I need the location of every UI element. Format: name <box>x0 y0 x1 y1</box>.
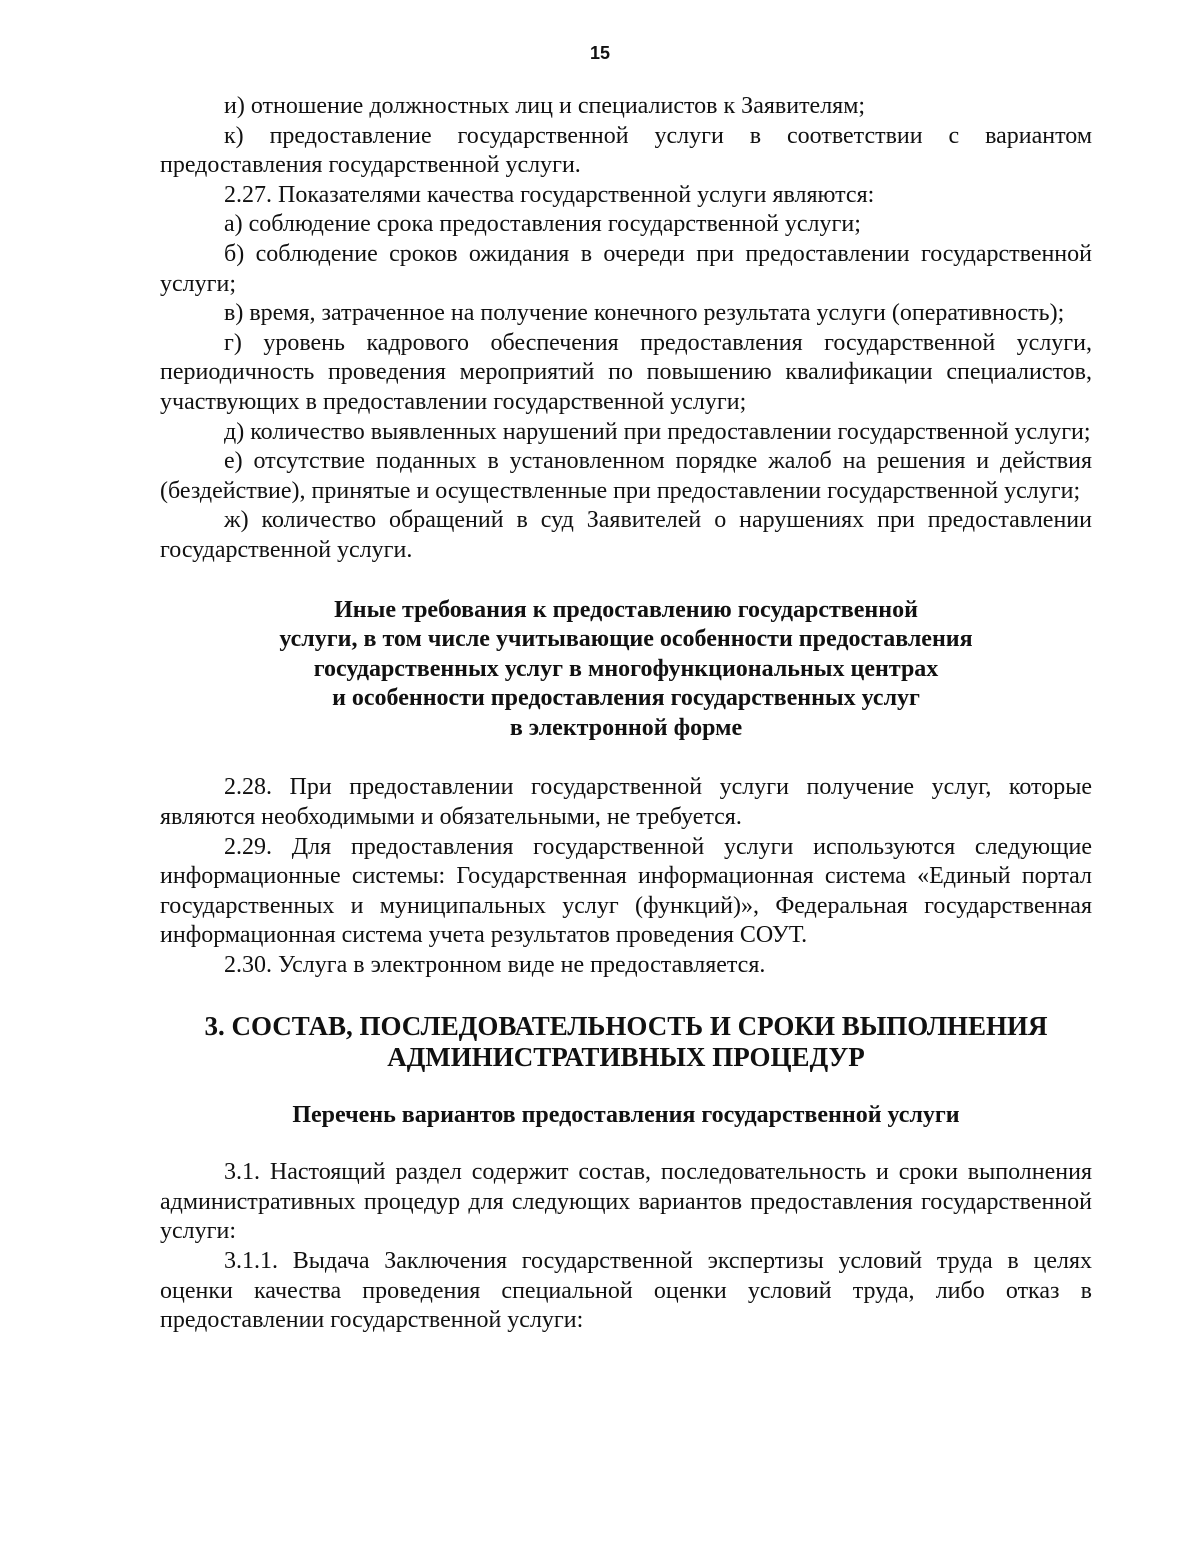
paragraph-2-28: 2.28. При предоставлении государственной услуги получение услуг, которые являются необходимыми и обязательными, не требуется. <box>160 774 1092 831</box>
paragraph-item-a: а) соблюдение срока предоставления государственной услуги; <box>224 211 861 238</box>
heading-line: Иные требования к предоставлению государственной <box>334 596 918 623</box>
section-heading-3 <box>160 1011 1092 1073</box>
paragraph-item-k: к) предоставление государственной услуги в соответствии с вариантом предоставления государственной услуги. <box>160 122 1092 179</box>
page-number: 15 <box>589 43 611 63</box>
sub-heading-variants: Перечень вариантов предоставления государственной услуги <box>292 1101 960 1128</box>
paragraph-item-zh: ж) количество обращений в суд Заявителей о нарушениях при предоставлении государственной услуги. <box>160 507 1092 563</box>
paragraph-item-d: д) количество выявленных нарушений при предоставлении государственной услуги; <box>224 418 1091 445</box>
paragraph-3-1-1: 3.1.1. Выдача Заключения государственной экспертизы условий труда в целях оценки качества проведения специальной оценки условий труда, либо отказ в предоставлении государственной услуги: <box>160 1248 1092 1334</box>
heading-line: АДМИНИСТРАТИВНЫХ ПРОЦЕДУР <box>387 1041 865 1072</box>
paragraph-item-v: в) время, затраченное на получение конечного результата услуги (оперативность); <box>224 300 1065 327</box>
paragraph-item-b: б) соблюдение сроков ожидания в очереди при предоставлении государственной услуги; <box>160 240 1092 297</box>
heading-other-requirements <box>160 596 1092 744</box>
heading-line: 3. СОСТАВ, ПОСЛЕДОВАТЕЛЬНОСТЬ И СРОКИ ВЫПОЛНЕНИЯ <box>204 1010 1048 1041</box>
heading-line: государственных услуг в многофункциональных центрах <box>313 655 939 682</box>
paragraph-item-g: г) уровень кадрового обеспечения предоставления государственной услуги, периодичность проведения мероприятий по повышению квалификации специалистов, участвующих в предоставлении государственной услуги; <box>160 329 1092 415</box>
heading-line: услуги, в том числе учитывающие особенности предоставления <box>279 626 973 653</box>
paragraph-item-e: е) отсутствие поданных в установленном порядке жалоб на решения и действия (бездействие), принятые и осуществленные при предоставлении государственной услуги; <box>160 448 1092 504</box>
paragraph-3-1: 3.1. Настоящий раздел содержит состав, последовательность и сроки выполнения административных процедур для следующих вариантов предоставления государственной услуги: <box>160 1159 1092 1245</box>
paragraph-2-30: 2.30. Услуга в электронном виде не предоставляется. <box>224 952 766 979</box>
paragraph-2-29: 2.29. Для предоставления государственной услуги используются следующие информационные системы: Государственная информационная система «Единый портал государственных и муниципальных услуг (функций)», Федеральная государственная информационная система учета результатов проведения СОУТ. <box>160 833 1092 949</box>
document-body <box>160 92 1092 1336</box>
paragraph-item-i: и) отношение должностных лиц и специалистов к Заявителям; <box>224 93 866 119</box>
heading-line: и особенности предоставления государственных услуг <box>332 685 920 712</box>
paragraph-2-27: 2.27. Показателями качества государственной услуги являются: <box>224 181 875 208</box>
heading-line: в электронной форме <box>509 714 743 741</box>
